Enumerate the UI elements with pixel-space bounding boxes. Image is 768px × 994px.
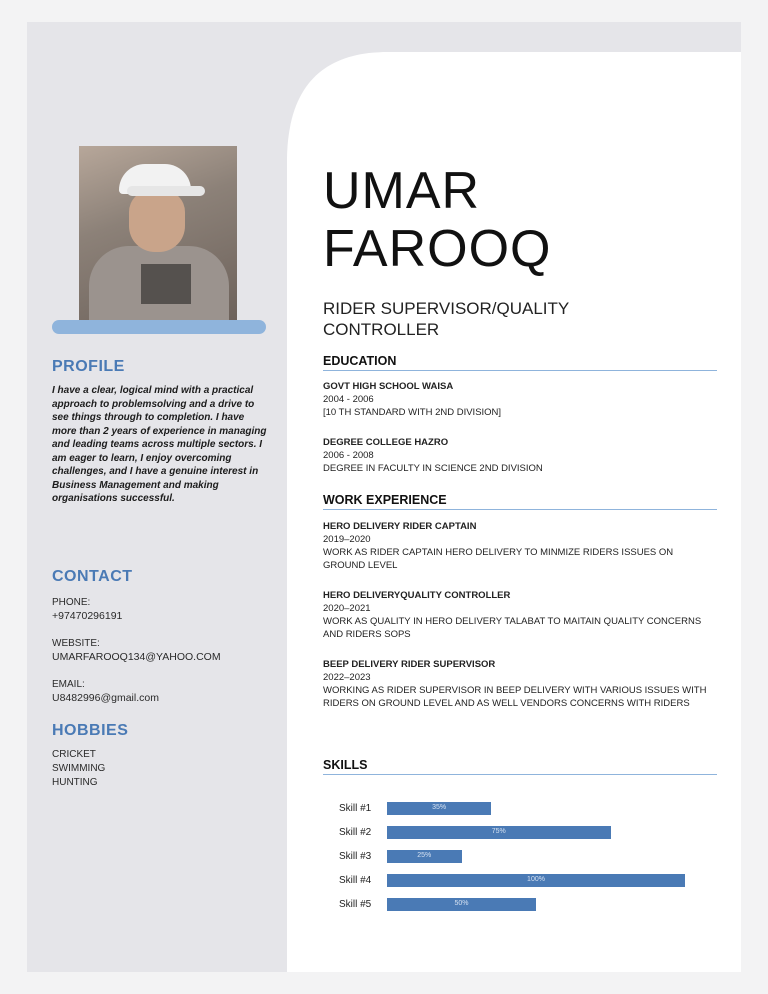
experience-detail: WORK AS RIDER CAPTAIN HERO DELIVERY TO MINMIZE RIDERS ISSUES ON GROUND LEVEL — [323, 547, 674, 571]
experience-dates: 2019–2020 — [323, 534, 371, 545]
education-heading: EDUCATION — [323, 354, 717, 371]
skill-percent: 75% — [491, 828, 506, 835]
experience-title: BEEP DELIVERY RIDER SUPERVISOR — [323, 659, 496, 670]
profile-photo — [79, 146, 237, 320]
hobby-item: SWIMMING — [52, 763, 106, 774]
skill-label: Skill #5 — [339, 899, 372, 910]
phone-label: PHONE: — [52, 597, 91, 608]
experience-item — [323, 658, 717, 710]
skill-bar — [387, 826, 611, 839]
skill-label: Skill #2 — [339, 827, 372, 838]
profile-heading: PROFILE — [52, 358, 125, 375]
experience-title: HERO DELIVERY RIDER CAPTAIN — [323, 521, 477, 532]
skill-row — [323, 896, 723, 920]
job-title: RIDER SUPERVISOR/QUALITY CONTROLLER — [323, 299, 569, 339]
experience-title: HERO DELIVERYQUALITY CONTROLLER — [323, 590, 511, 601]
website-value[interactable]: UMARFAROOQ134@YAHOO.COM — [52, 651, 221, 663]
skill-bar — [387, 898, 536, 911]
phone-value: +97470296191 — [52, 610, 123, 622]
resume-page — [27, 22, 741, 972]
education-title: DEGREE COLLEGE HAZRO — [323, 437, 449, 448]
experience-detail: WORKING AS RIDER SUPERVISOR IN BEEP DELIVERY WITH VARIOUS ISSUES WITH RIDERS ON GROUND LEVEL AND AS WELL VENDORS CONCERNS WITH RIDERS — [323, 685, 707, 709]
skills-heading: SKILLS — [323, 758, 717, 775]
skill-row — [323, 848, 723, 872]
candidate-name — [323, 162, 551, 278]
education-dates: 2006 - 2008 — [323, 450, 374, 461]
first-name: UMAR — [323, 162, 481, 220]
skill-percent: 25% — [417, 852, 432, 859]
photo-accent-bar — [52, 320, 266, 334]
skill-bar — [387, 802, 491, 815]
last-name: FAROOQ — [323, 220, 552, 278]
education-item — [323, 436, 717, 475]
hobbies-heading: HOBBIES — [52, 722, 129, 739]
experience-item — [323, 589, 717, 641]
contact-section — [52, 568, 267, 705]
education-detail: DEGREE IN FACULTY IN SCIENCE 2ND DIVISION — [323, 463, 543, 474]
skill-bar — [387, 850, 462, 863]
email-value[interactable]: U8482996@gmail.com — [52, 692, 159, 704]
skill-label: Skill #1 — [339, 803, 372, 814]
skill-label: Skill #3 — [339, 851, 372, 862]
email-label: EMAIL: — [52, 679, 85, 690]
education-dates: 2004 - 2006 — [323, 394, 374, 405]
profile-text: I have a clear, logical mind with a practical approach to problemsolving and a drive to see things through to completion. I have more than 2 years of experience in managing and leading teams across multiple sectors. I am eager to learn, I enjoy overcoming challenges, and I have a genuine interest in Business Management and making organisations successful. — [52, 385, 267, 504]
skills-chart — [323, 800, 723, 920]
hobbies-section — [52, 722, 267, 790]
experience-item — [323, 520, 717, 572]
skill-label: Skill #4 — [339, 875, 372, 886]
skill-percent: 50% — [454, 900, 469, 907]
hobby-item: HUNTING — [52, 777, 98, 788]
profile-section — [52, 358, 267, 506]
hobby-item: CRICKET — [52, 749, 96, 760]
experience-dates: 2022–2023 — [323, 672, 371, 683]
education-detail: [10 TH STANDARD WITH 2ND DIVISION] — [323, 407, 502, 418]
skill-percent: 100% — [527, 876, 545, 883]
website-label: WEBSITE: — [52, 638, 100, 649]
contact-heading: CONTACT — [52, 568, 133, 585]
experience-detail: WORK AS QUALITY IN HERO DELIVERY TALABAT TO MAITAIN QUALITY CONCERNS AND RIDERS SOPS — [323, 616, 702, 640]
skill-row — [323, 800, 723, 824]
skill-bar — [387, 874, 685, 887]
education-title: GOVT HIGH SCHOOL WAISA — [323, 381, 454, 392]
skill-percent: 35% — [432, 804, 447, 811]
skill-row — [323, 824, 723, 848]
education-item — [323, 380, 717, 419]
experience-heading: WORK EXPERIENCE — [323, 493, 717, 510]
skill-row — [323, 872, 723, 896]
experience-dates: 2020–2021 — [323, 603, 371, 614]
